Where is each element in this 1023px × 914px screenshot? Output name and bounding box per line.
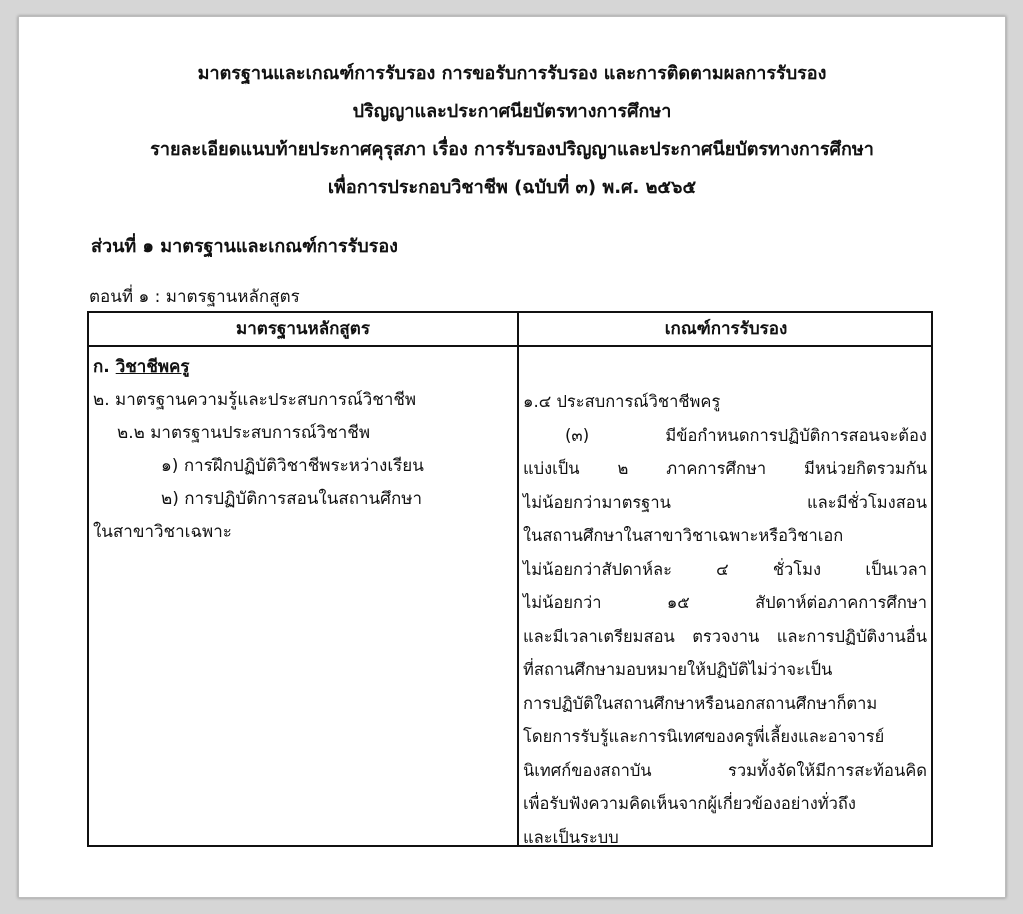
criteria-line: และมีเวลาเตรียมสอน ตรวจงาน และการปฏิบัติงานอื่น (523, 626, 927, 646)
criteria-line: ไม่น้อยกว่าสัปดาห์ละ ๔ ชั่วโมง เป็นเวลา (523, 559, 927, 579)
header-line-2: ปริญญาและประกาศนียบัตรทางการศึกษา (352, 101, 672, 122)
subsection-title: ตอนที่ ๑ : มาตรฐานหลักสูตร (89, 287, 300, 307)
group-heading (91, 351, 511, 384)
header-line-3: รายละเอียดแนบท้ายประกาศคุรุสภา เรื่อง การรับรองปริญญาและประกาศนียบัตรทางการศึกษา (150, 139, 874, 160)
standards-column (91, 351, 511, 549)
criteria-line: ที่สถานศึกษามอบหมายให้ปฏิบัติไม่ว่าจะเป็น (523, 660, 833, 679)
criteria-line: นิเทศก์ของสถาบัน รวมทั้งจัดให้มีการสะท้อนคิด (523, 760, 927, 780)
header-cell-accreditation-criteria: เกณฑ์การรับรอง (664, 319, 788, 339)
criteria-title: ๑.๔ ประสบการณ์วิชาชีพครู (523, 392, 721, 411)
group-label: วิชาชีพครู (115, 357, 190, 377)
criteria-line: (๓) มีข้อกำหนดการปฏิบัติการสอนจะต้อง (565, 425, 927, 445)
criteria-line: ไม่น้อยกว่ามาตรฐาน และมีชั่วโมงสอน (523, 492, 927, 512)
section-title: ส่วนที่ ๑ มาตรฐานและเกณฑ์การรับรอง (91, 236, 398, 257)
standards-table (87, 311, 933, 847)
header-line-4: เพื่อการประกอบวิชาชีพ (ฉบับที่ ๓) พ.ศ. ๒๕๖๕ (327, 177, 697, 198)
criteria-line-last: และเป็นระบบ (523, 827, 619, 847)
standard-item-2-2: ๒.๒ มาตรฐานประสบการณ์วิชาชีพ (117, 423, 371, 443)
table-header-row (89, 313, 931, 347)
standard-item-2-2-2-cont: ในสาขาวิชาเฉพาะ (93, 522, 232, 542)
criteria-column (523, 385, 927, 854)
criteria-line: เพื่อรับฟังความคิดเห็นจากผู้เกี่ยวข้องอย่างทั่วถึง (523, 794, 856, 813)
header-line-1: มาตรฐานและเกณฑ์การรับรอง การขอรับการรับรอง และการติดตามผลการรับรอง (197, 63, 827, 84)
criteria-line: ในสถานศึกษาในสาขาวิชาเฉพาะหรือวิชาเอก (523, 526, 844, 545)
group-prefix: ก. (93, 357, 110, 377)
document-header (19, 55, 1005, 207)
criteria-line: โดยการรับรู้และการนิเทศของครูพี่เลี้ยงและอาจารย์ (523, 727, 885, 746)
criteria-line: แบ่งเป็น ๒ ภาคการศึกษา มีหน่วยกิตรวมกัน (523, 459, 927, 478)
column-divider (517, 313, 519, 845)
standard-item-2-2-2: ๒) การปฏิบัติการสอนในสถานศึกษา (161, 489, 423, 509)
document-page (18, 16, 1006, 898)
standard-item-2-2-1: ๑) การฝึกปฏิบัติวิชาชีพระหว่างเรียน (161, 456, 424, 476)
criteria-line: ไม่น้อยกว่า ๑๕ สัปดาห์ต่อภาคการศึกษา (523, 593, 927, 612)
criteria-line: การปฏิบัติในสถานศึกษาหรือนอกสถานศึกษาก็ตาม (523, 693, 878, 713)
header-cell-curriculum-standard: มาตรฐานหลักสูตร (236, 319, 370, 339)
standard-item-2: ๒. มาตรฐานความรู้และประสบการณ์วิชาชีพ (93, 390, 417, 410)
